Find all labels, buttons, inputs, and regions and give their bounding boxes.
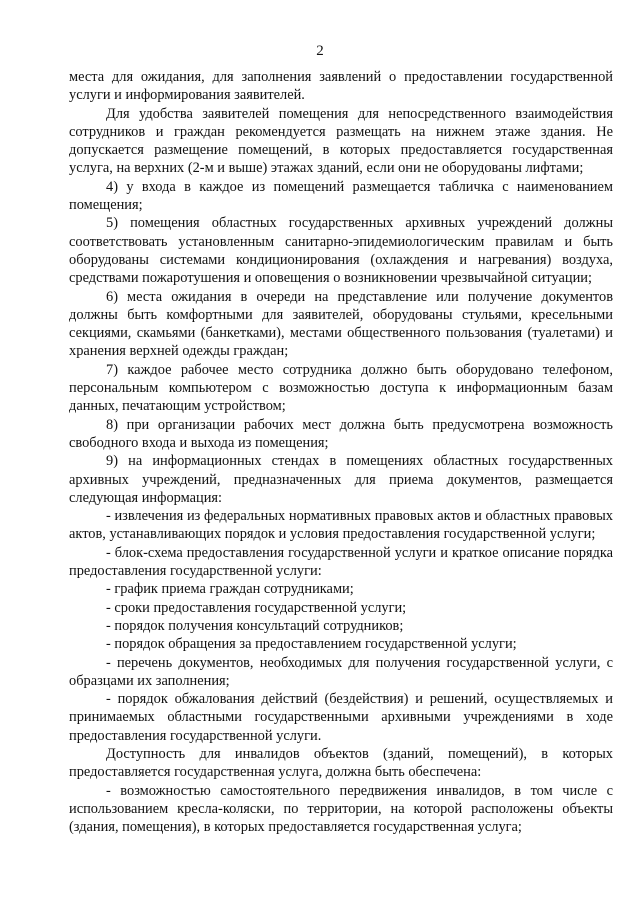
paragraph-waiting-places: места для ожидания, для заполнения заявлений о предоставлении государственной услуги и информирования заявителей.: [69, 69, 613, 104]
page-number: 2: [316, 43, 324, 59]
list-item-appeals: - порядок обжалования действий (бездействия) и решений, осуществляемых и принимаемых областными государственными архивными учреждениями в ходе предоставления государственной услуги.: [69, 691, 613, 744]
list-item-documents: - перечень документов, необходимых для получения государственной услуги, с образцами их заполнения;: [69, 654, 613, 689]
paragraph-item-4: 4) у входа в каждое из помещений размещается табличка с наименованием помещения;: [69, 178, 613, 214]
paragraph-item-5: 5) помещения областных государственных архивных учреждений должны соответствовать установленным санитарно-эпидемиологическим правилам и быть оборудованы системами кондиционирования (охлаждения и нагревания) воздуха, средствами пожаротушения и оповещения о возникновении чрезвычайной ситуации;: [69, 215, 613, 287]
list-item-application-order: - порядок обращения за предоставлением государственной услуги;: [106, 636, 517, 653]
paragraph-convenience: Для удобства заявителей помещения для непосредственного взаимодействия сотрудников и граждан рекомендуется размещать на нижнем этаже здания. Не допускается размещение помещений, в которых предоставляется государственная услуга, на верхних (2-м и выше) этажах зданий, если они не оборудованы лифтами;: [69, 105, 613, 177]
paragraph-item-7: 7) каждое рабочее место сотрудника должно быть оборудовано телефоном, персональным компьютером с возможностью доступа к информационным базам данных, печатающим устройством;: [69, 361, 613, 415]
paragraph-accessibility: Доступность для инвалидов объектов (зданий, помещений), в которых предоставляется государственная услуга, должна быть обеспечена:: [69, 745, 613, 781]
list-item-schedule: - график приема граждан сотрудниками;: [106, 581, 354, 598]
list-item-deadlines: - сроки предоставления государственной услуги;: [106, 599, 407, 616]
paragraph-item-8: 8) при организации рабочих мест должна быть предусмотрена возможность свободного входа и выхода из помещения;: [69, 416, 613, 451]
document-body: [69, 68, 613, 836]
list-item-flowchart: - блок-схема предоставления государственной услуги и краткое описание порядка предоставления государственной услуги:: [69, 544, 613, 580]
paragraph-item-6: 6) места ожидания в очереди на представление или получение документов должны быть комфортными для заявителей, оборудованы стульями, кресельными секциями, скамьями (банкетками), местами общественного пользования (туалетами) и хранения верхней одежды граждан;: [69, 288, 613, 360]
list-item-wheelchair-access: - возможностью самостоятельного передвижения инвалидов, в том числе с использованием кресла-коляски, по территории, на которой расположены объекты (здания, помещения), в которых предоставляется государственная услуга;: [69, 782, 613, 836]
paragraph-item-9: 9) на информационных стендах в помещениях областных государственных архивных учреждений, предназначенных для приема документов, размещается следующая информация:: [69, 453, 613, 506]
list-item-extracts: - извлечения из федеральных нормативных правовых актов и областных правовых актов, устанавливающих порядок и условия предоставления государственной услуги;: [69, 508, 613, 543]
list-item-consultations: - порядок получения консультаций сотрудников;: [106, 617, 404, 634]
